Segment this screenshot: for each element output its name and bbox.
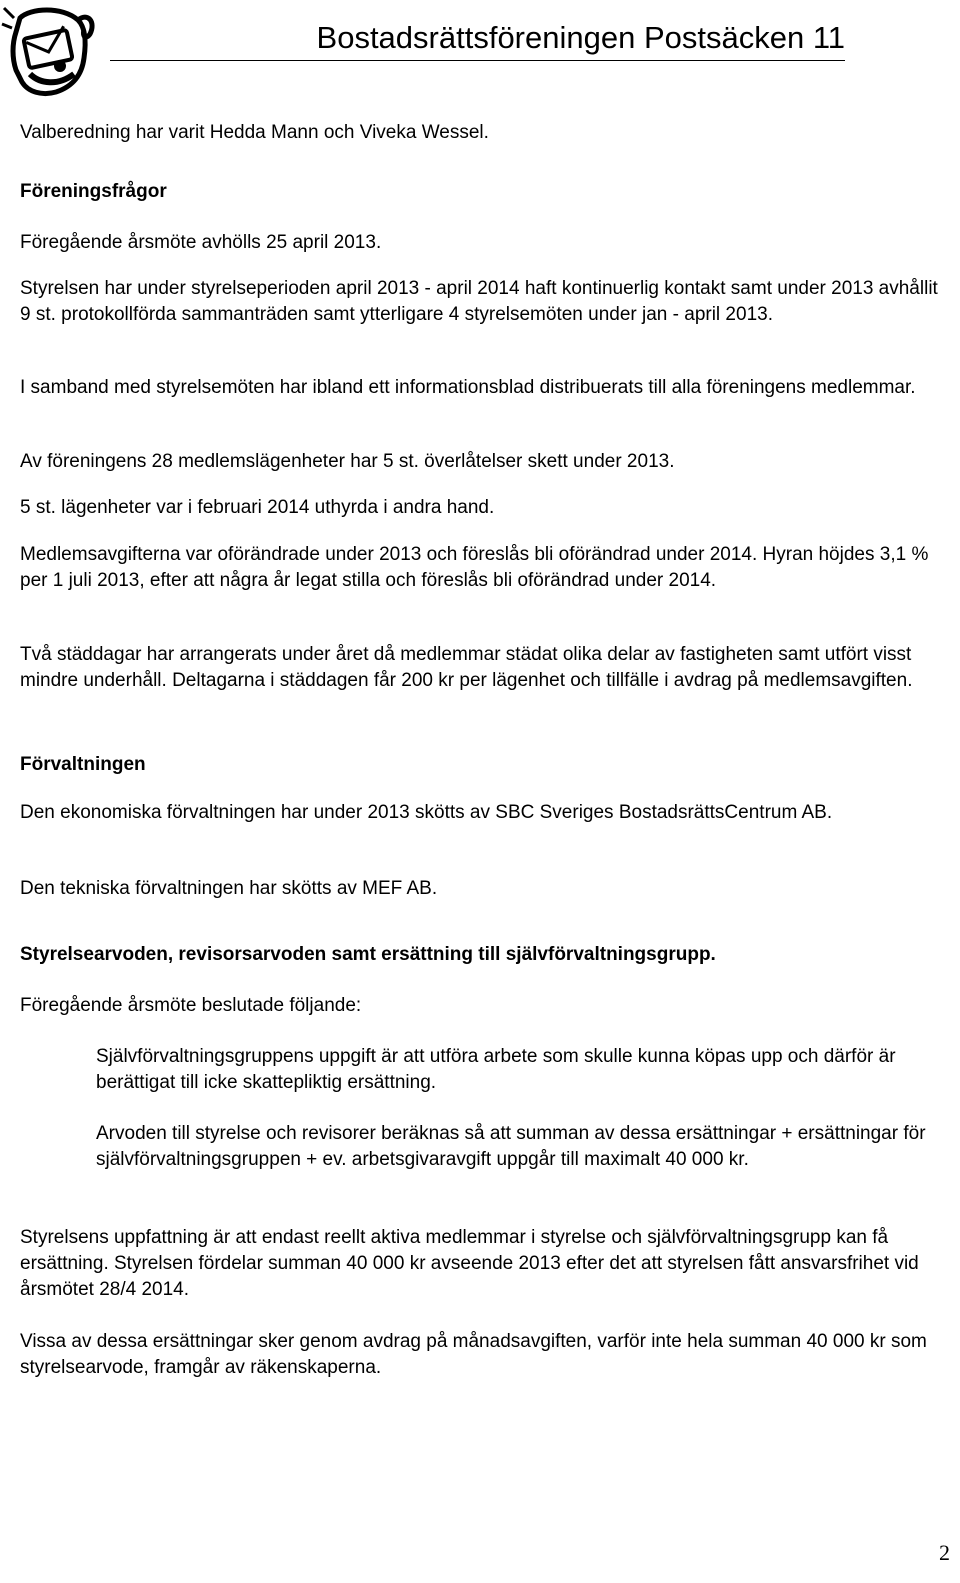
tekniska-forvaltning-text: Den tekniska förvaltningen har skötts av MEF AB. — [20, 878, 438, 899]
overlatelser-text: Av föreningens 28 medlemslägenheter har 5 st. överlåtelser skett under 2013. — [20, 451, 675, 472]
informationsblad-text: I samband med styrelsemöten har ibland ett informationsblad distribuerats till alla föreningens medlemmar. — [20, 377, 916, 398]
page-title: Bostadsrättsföreningen Postsäcken 11 — [110, 18, 845, 61]
arvoden-berakning-text: Arvoden till styrelse och revisorer beräknas så att summan av dessa ersättningar + ersättningar för självförvaltningsgruppen + ev. arbetsgivaravgift uppgår till maximalt 40 000 kr. — [96, 1123, 926, 1170]
forvaltningen-heading: Förvaltningen — [20, 754, 146, 775]
ekonomiska-forvaltning-text: Den ekonomiska förvaltningen har under 2013 skötts av SBC Sveriges BostadsrättsCentrum AB. — [20, 802, 833, 823]
avdrag-text: Vissa av dessa ersättningar sker genom avdrag på månadsavgiften, varför inte hela summan 40 000 kr som styrelsearvode, framgår av räkenskaperna. — [20, 1331, 927, 1378]
mailbag-logo-icon — [0, 0, 100, 100]
staddagar-text: Två städdagar har arrangerats under året då medlemmar städat olika delar av fastigheten samt utfört visst mindre underhåll. Deltagarna i städdagen får 200 kr per lägenhet och tillfälle i avdrag på medlemsavgiften. — [20, 644, 913, 691]
sjalvforvaltning-uppgift-text: Självförvaltningsgruppens uppgift är att utföra arbete som skulle kunna köpas upp och därför är berättigat till icke skattepliktig ersättning. — [96, 1046, 896, 1093]
beslutade-text: Föregående årsmöte beslutade följande: — [20, 995, 362, 1016]
foreningsfragor-heading: Föreningsfrågor — [20, 181, 167, 202]
styrelsens-uppfattning-text: Styrelsens uppfattning är att endast reellt aktiva medlemmar i styrelse och självförvaltningsgrupp kan få ersättning. Styrelsen fördelar summan 40 000 kr avseende 2013 efter det att styrelsen fått ansvarsfrihet vid årsmötet 28/4 2014. — [20, 1227, 919, 1300]
foregaende-arsmote-text: Föregående årsmöte avhölls 25 april 2013. — [20, 232, 382, 253]
avgifter-hyra-text: Medlemsavgifterna var oförändrade under 2013 och föreslås bli oförändrad under 2014. Hyran höjdes 3,1 % per 1 juli 2013, efter att några år legat stilla och föreslås bli oförändrad under 2014. — [20, 544, 929, 591]
uthyrda-text: 5 st. lägenheter var i februari 2014 uthyrda i andra hand. — [20, 497, 495, 518]
arvoden-heading: Styrelsearvoden, revisorsarvoden samt ersättning till självförvaltningsgrupp. — [20, 944, 716, 965]
page-number: 2 — [939, 1540, 950, 1565]
styrelsen-kontakt-text: Styrelsen har under styrelseperioden april 2013 - april 2014 haft kontinuerlig kontakt samt under 2013 avhållit 9 st. protokollförda sammanträden samt ytterligare 4 styrelsemöten under jan - april 2013. — [20, 278, 938, 325]
valberedning-text: Valberedning har varit Hedda Mann och Viveka Wessel. — [20, 122, 489, 143]
